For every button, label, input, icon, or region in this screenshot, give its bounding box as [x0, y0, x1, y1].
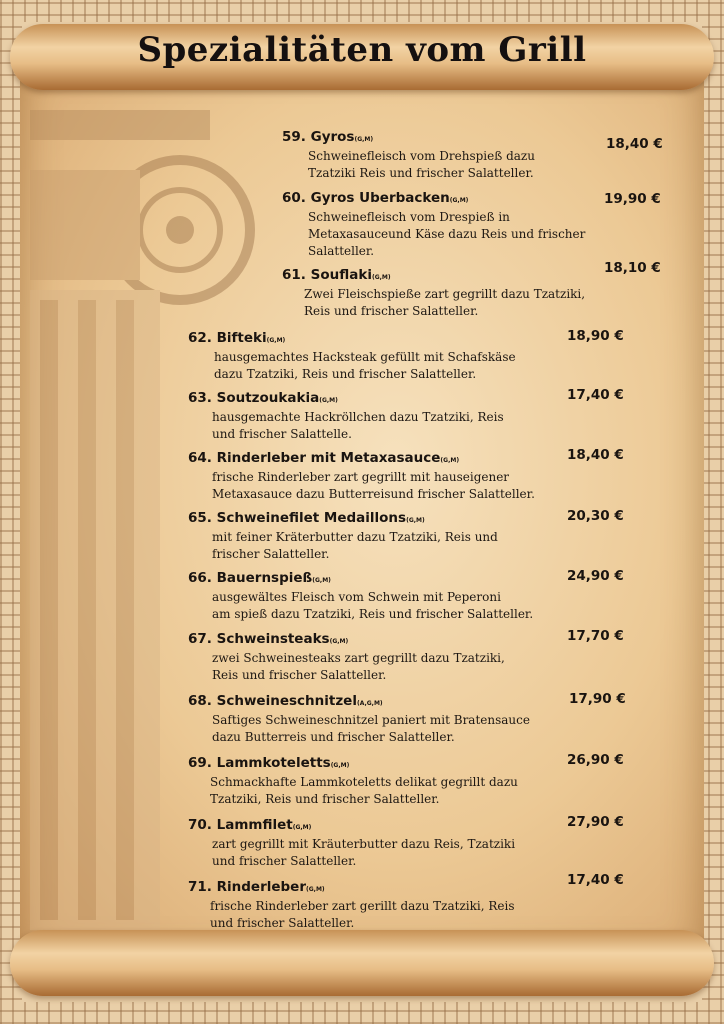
item-name: 60. Gyros Uberbacken: [282, 190, 450, 206]
menu-item: [188, 814, 515, 870]
description-line: Reis und frischer Salatteller.: [304, 304, 479, 318]
item-allergens: (A,G,M): [356, 700, 383, 707]
description-line: Tzatziki Reis und frischer Salatteller.: [308, 166, 534, 180]
item-name: 65. Schweinefilet Medaillons: [188, 510, 407, 526]
item-price: 18,90 €: [567, 328, 624, 344]
item-description: [188, 589, 533, 623]
item-name: 70. Lammfilet: [188, 817, 293, 833]
description-line: hausgemachtes Hacksteak gefüllt mit Schafskäse: [214, 350, 516, 364]
item-name: 71. Rinderleber: [188, 879, 306, 895]
page-title: Spezialitäten vom Grill: [137, 30, 587, 70]
description-line: und frischer Salatteller.: [210, 916, 355, 930]
item-description: [188, 409, 504, 443]
description-line: hausgemachte Hackröllchen dazu Tzatziki, Reis: [212, 410, 504, 424]
item-price: 24,90 €: [567, 568, 624, 584]
description-line: Reis und frischer Salatteller.: [212, 668, 387, 682]
item-name: 62. Bifteki: [188, 330, 267, 346]
description-line: mit feiner Kräterbutter dazu Tzatziki, Reis und: [212, 530, 498, 544]
description-line: und frischer Salatteller.: [212, 854, 357, 868]
item-price: 19,90 €: [604, 191, 661, 207]
menu-item: [188, 387, 504, 443]
item-price: 17,70 €: [567, 628, 624, 644]
description-line: Metaxasauceund Käse dazu Reis und frischer: [308, 227, 586, 241]
item-description: [188, 349, 516, 383]
description-line: frischer Salatteller.: [212, 547, 330, 561]
description-line: und frischer Salattelle.: [212, 427, 352, 441]
item-description: [188, 898, 515, 932]
description-line: Schweinefleisch vom Drespieß in: [308, 210, 510, 224]
item-description: [188, 650, 505, 684]
item-allergens: (G,M): [329, 638, 349, 645]
description-line: Metaxasauce dazu Butterreisund frischer Salatteller.: [212, 487, 535, 501]
item-allergens: (G,M): [354, 136, 374, 143]
menu-item: [188, 447, 535, 503]
item-description: [282, 148, 535, 182]
item-price: 20,30 €: [567, 508, 624, 524]
item-allergens: (G,M): [292, 824, 312, 831]
item-allergens: (G,M): [266, 337, 286, 344]
description-line: am spieß dazu Tzatziki, Reis und frischer Salatteller.: [212, 607, 534, 621]
menu-item: [282, 264, 585, 320]
description-line: frische Rinderleber zart gerillt dazu Tzatziki, Reis: [210, 899, 515, 913]
item-name: 68. Schweineschnitzel: [188, 693, 357, 709]
description-line: Schmackhafte Lammkoteletts delikat gegrillt dazu: [210, 775, 518, 789]
item-allergens: (G,M): [330, 762, 350, 769]
item-allergens: (G,M): [319, 397, 338, 404]
description-line: dazu Butterreis und frischer Salatteller.: [212, 730, 455, 744]
description-line: frische Rinderleber zart gegrillt mit hauseigener: [212, 470, 510, 484]
description-line: Tzatziki, Reis und frischer Salatteller.: [210, 792, 440, 806]
menu-item: [188, 752, 518, 808]
item-allergens: (G,M): [406, 517, 425, 524]
menu-item: [188, 876, 515, 932]
menu-item: [282, 187, 585, 260]
item-price: 17,40 €: [567, 872, 624, 888]
item-allergens: (G,M): [312, 577, 331, 584]
item-allergens: (G,M): [449, 197, 469, 204]
item-allergens: (G,M): [440, 457, 460, 464]
item-name: 69. Lammkoteletts: [188, 755, 331, 771]
item-description: [282, 286, 585, 320]
item-description: [188, 774, 518, 808]
item-price: 17,40 €: [567, 387, 624, 403]
menu-item: [282, 126, 535, 182]
description-line: zwei Schweinesteaks zart gegrillt dazu Tzatziki,: [212, 651, 505, 665]
item-description: [282, 209, 585, 260]
menu-item: [188, 567, 533, 623]
item-name: 59. Gyros: [282, 129, 355, 145]
description-line: zart gegrillt mit Kräuterbutter dazu Reis, Tzatziki: [212, 837, 516, 851]
menu-item: [188, 628, 505, 684]
description-line: dazu Tzatziki, Reis und frischer Salatteller.: [214, 367, 477, 381]
description-line: Saftiges Schweineschnitzel paniert mit Bratensauce: [212, 713, 530, 727]
item-price: 18,40 €: [606, 136, 663, 152]
item-description: [188, 469, 535, 503]
item-name: 61. Souflaki: [282, 267, 372, 283]
item-name: 66. Bauernspieß: [188, 570, 313, 586]
item-allergens: (G,M): [306, 886, 325, 893]
item-price: 27,90 €: [567, 814, 624, 830]
menu-item: [188, 507, 498, 563]
item-description: [188, 529, 498, 563]
item-allergens: (G,M): [371, 274, 391, 281]
item-description: [188, 836, 515, 870]
description-line: ausgewältes Fleisch vom Schwein mit Peperoni: [212, 590, 501, 604]
description-line: Salatteller.: [308, 244, 375, 258]
item-name: 63. Soutzoukakia: [188, 390, 320, 406]
item-price: 17,90 €: [569, 691, 626, 707]
description-line: Zwei Fleischspieße zart gegrillt dazu Tzatziki,: [304, 287, 586, 301]
menu-item: [188, 690, 530, 746]
item-price: 18,10 €: [604, 260, 661, 276]
description-line: Schweinefleisch vom Drehspieß dazu: [308, 149, 535, 163]
item-price: 18,40 €: [567, 447, 624, 463]
item-name: 64. Rinderleber mit Metaxasauce: [188, 450, 441, 466]
item-description: [188, 712, 530, 746]
item-price: 26,90 €: [567, 752, 624, 768]
menu-item: [188, 327, 516, 383]
item-name: 67. Schweinsteaks: [188, 631, 330, 647]
